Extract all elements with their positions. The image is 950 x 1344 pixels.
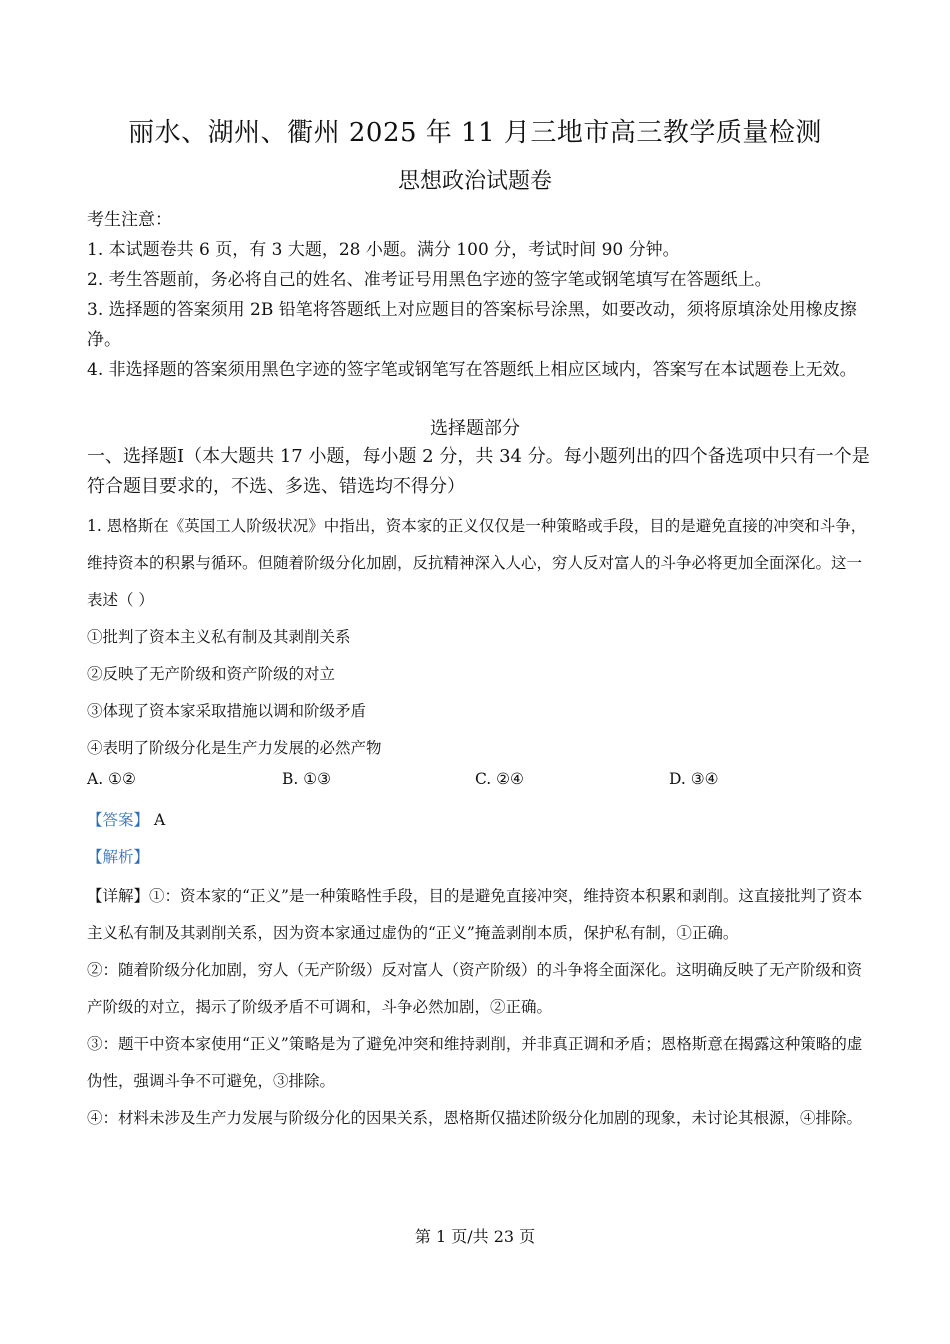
question-statement: ②反映了无产阶级和资产阶级的对立: [87, 665, 336, 683]
detail-paragraph: ④：材料未涉及生产力发展与阶级分化的因果关系，恩格斯仅描述阶级分化加剧的现象，未讨论其根源，④排除。: [87, 1109, 863, 1127]
answer-line: [87, 808, 165, 830]
question-statement: ③体现了资本家采取措施以调和阶级矛盾: [87, 702, 367, 720]
section-title: 选择题部分: [430, 418, 520, 439]
detail-section: [87, 878, 877, 1137]
detail-paragraph: 【详解】①：资本家的“正义”是一种策略性手段，目的是避免直接冲突，维持资本积累和剥削。这直接批判了资本主义私有制及其剥削关系，因为资本家通过虚伪的“正义”掩盖剥削本质，保护私有制，①正确。: [87, 887, 863, 942]
answer-tag: 【答案】: [87, 811, 150, 829]
page-footer: 第 1 页/共 23 页: [414, 1227, 536, 1246]
option-b: B. ①③: [282, 770, 332, 788]
exam-notice: [87, 205, 877, 385]
question-stem: 1. 恩格斯在《英国工人阶级状况》中指出，资本家的正义仅仅是一种策略或手段，目的是避免直接的冲突和斗争，维持资本的积累与循环。但随着阶级分化加剧，反抗精神深入人心，穷人反对富人的斗争必将更加全面深化。这一表述（ ）: [87, 517, 867, 609]
detail-tag: 【详解】: [87, 887, 150, 905]
option-d: D. ③④: [669, 770, 719, 788]
notice-item: 4. 非选择题的答案须用黑色字迹的签字笔或钢笔写在答题纸上相应区域内，答案写在本试题卷上无效。: [87, 360, 857, 380]
question-1: [87, 508, 877, 767]
notice-item: 2. 考生答题前，务必将自己的姓名、准考证号用黑色字迹的签字笔或钢笔填写在答题纸上。: [87, 270, 772, 290]
part-heading: 一、选择题Ⅰ（本大题共 17 小题，每小题 2 分，共 34 分。每小题列出的四个备选项中只有一个是符合题目要求的，不选、多选、错选均不得分）: [87, 446, 870, 497]
question-statement: ④表明了阶级分化是生产力发展的必然产物: [87, 739, 382, 757]
document-title: 丽水、湖州、衢州 2025 年 11 月三地市高三教学质量检测: [128, 118, 822, 148]
notice-item: 3. 选择题的答案须用 2B 铅笔将答题纸上对应题目的答案标号涂黑，如要改动，须将原填涂处用橡皮擦净。: [87, 300, 857, 350]
notice-heading: 考生注意：: [87, 210, 172, 230]
document-subtitle: 思想政治试题卷: [397, 169, 552, 194]
analysis-tag: 【解析】: [87, 848, 150, 866]
detail-paragraph: ③：题干中资本家使用“正义”策略是为了避免冲突和维持剥削，并非真正调和矛盾；恩格斯意在揭露这种策略的虚伪性，强调斗争不可避免，③排除。: [87, 1035, 863, 1090]
option-a: A. ①②: [87, 770, 136, 788]
notice-item: 1. 本试题卷共 6 页，有 3 大题，28 小题。满分 100 分，考试时间 90 分钟。: [87, 240, 680, 260]
answer-value: A: [153, 811, 166, 829]
analysis-line: [87, 845, 149, 867]
question-statement: ①批判了资本主义私有制及其剥削关系: [87, 628, 351, 646]
option-c: C. ②④: [475, 770, 524, 788]
detail-paragraph: ②：随着阶级分化加剧，穷人（无产阶级）反对富人（资产阶级）的斗争将全面深化。这明确反映了无产阶级和资产阶级的对立，揭示了阶级矛盾不可调和，斗争必然加剧，②正确。: [87, 961, 863, 1016]
